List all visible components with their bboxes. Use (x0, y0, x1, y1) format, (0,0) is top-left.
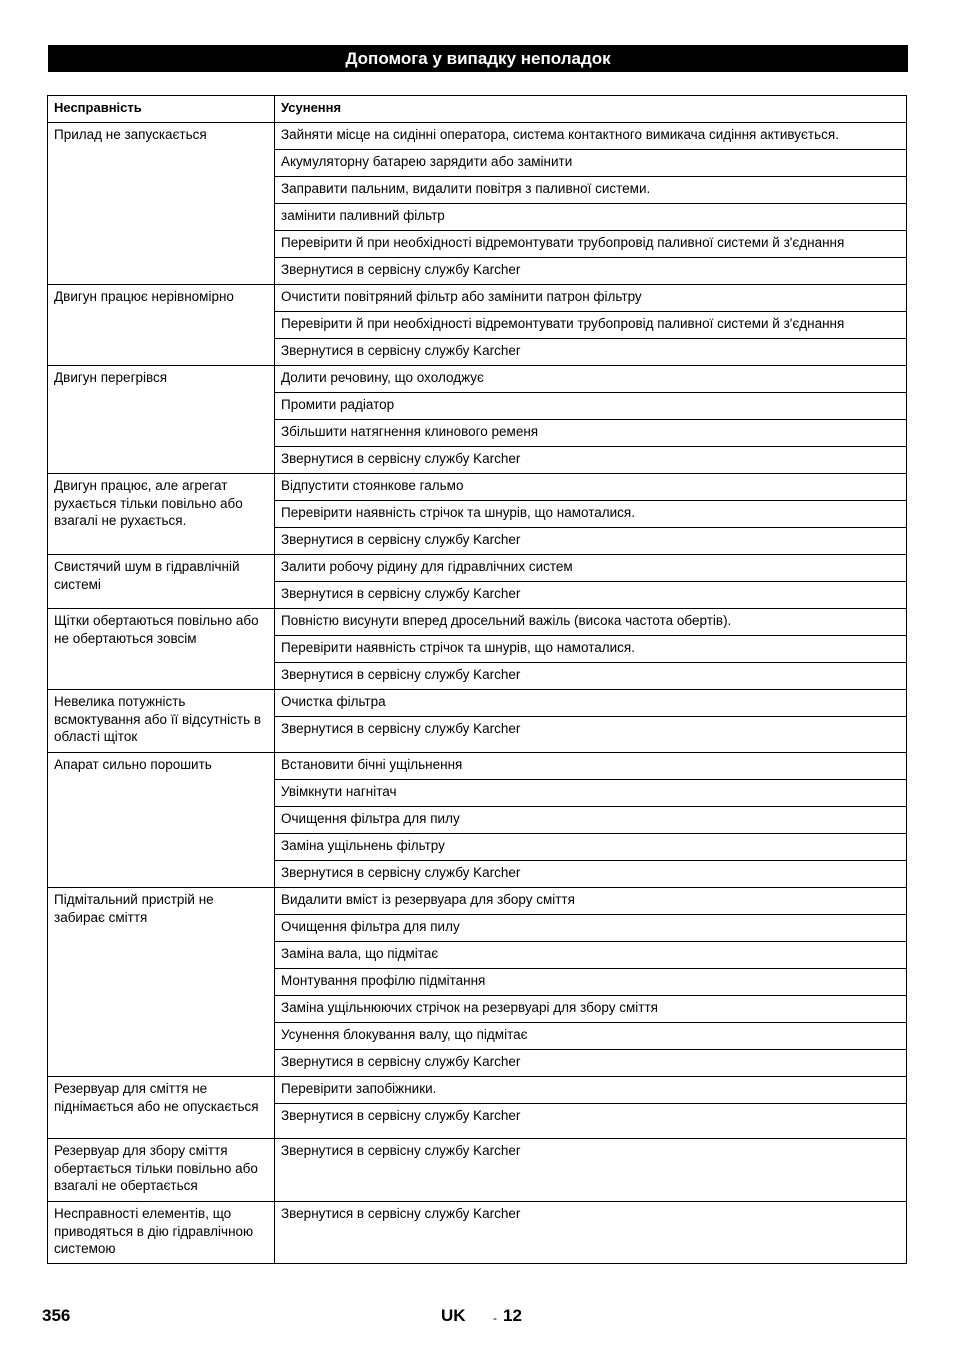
column-header-remedy: Усунення (275, 96, 907, 123)
remedy-cell: Звернутися в сервісну службу Karcher (275, 258, 907, 285)
fault-cell: Свистячий шум в гідравлічній системі (48, 555, 275, 609)
remedy-cell: Збільшити натягнення клинового ременя (275, 420, 907, 447)
table-row (48, 1139, 907, 1202)
remedy-cell: Звернутися в сервісну службу Karcher (275, 447, 907, 474)
remedy-cell: Зайняти місце на сидінні оператора, система контактного вимикача сидіння активується. (275, 123, 907, 150)
remedy-cell: Відпустити стоянкове гальмо (275, 474, 907, 501)
fault-cell: Прилад не запускається (48, 123, 275, 285)
fault-cell: Двигун перегрівся (48, 366, 275, 474)
remedy-cell: Заміна ущільнень фільтру (275, 834, 907, 861)
remedy-cell: Встановити бічні ущільнення (275, 753, 907, 780)
remedy-cell: Залити робочу рідину для гідравлічних систем (275, 555, 907, 582)
table-row (48, 285, 907, 312)
page-title: Допомога у випадку неполадок (48, 45, 908, 72)
fault-cell: Несправності елементів, що приводяться в дію гідравлічною системою (48, 1202, 275, 1264)
remedy-cell: Звернутися в сервісну службу Karcher (275, 1139, 907, 1202)
table-row (48, 888, 907, 915)
remedy-cell: Очистити повітряний фільтр або замінити патрон фільтру (275, 285, 907, 312)
fault-cell: Резервуар для збору сміття обертається тільки повільно або взагалі не обертається (48, 1139, 275, 1202)
fault-cell: Невелика потужність всмоктування або її відсутність в області щіток (48, 690, 275, 753)
remedy-cell: Повністю висунути вперед дросельний важіль (висока частота обертів). (275, 609, 907, 636)
table-row (48, 690, 907, 717)
table-row (48, 555, 907, 582)
remedy-cell: Звернутися в сервісну службу Karcher (275, 528, 907, 555)
fault-cell: Щітки обертаються повільно або не обертаються зовсім (48, 609, 275, 690)
remedy-cell: Перевірити наявність стрічок та шнурів, що намоталися. (275, 501, 907, 528)
remedy-cell: Очищення фільтра для пилу (275, 915, 907, 942)
remedy-cell: Усунення блокування валу, що підмітає (275, 1023, 907, 1050)
fault-cell: Двигун працює, але агрегат рухається тільки повільно або взагалі не рухається. (48, 474, 275, 555)
remedy-cell: Очистка фільтра (275, 690, 907, 717)
remedy-cell: Монтування профілю підмітання (275, 969, 907, 996)
language-code: UK (441, 1306, 466, 1325)
remedy-cell: Звернутися в сервісну службу Karcher (275, 1104, 907, 1139)
table-body (48, 123, 907, 1264)
remedy-cell: Промити радіатор (275, 393, 907, 420)
remedy-cell: Перевірити й при необхідності відремонтувати трубопровід паливної системи й з'єднання (275, 312, 907, 339)
table-header-row (48, 96, 907, 123)
remedy-cell: Звернутися в сервісну службу Karcher (275, 717, 907, 753)
page-number: 356 (42, 1306, 71, 1325)
remedy-cell: Очищення фільтра для пилу (275, 807, 907, 834)
remedy-cell: Звернутися в сервісну службу Karcher (275, 663, 907, 690)
remedy-cell: Заміна вала, що підмітає (275, 942, 907, 969)
table-row (48, 123, 907, 150)
remedy-cell: Звернутися в сервісну службу Karcher (275, 582, 907, 609)
table-row (48, 753, 907, 780)
fault-cell: Резервуар для сміття не піднімається або не опускається (48, 1077, 275, 1139)
remedy-cell: Звернутися в сервісну службу Karcher (275, 861, 907, 888)
remedy-cell: Видалити вміст із резервуара для збору сміття (275, 888, 907, 915)
remedy-cell: Звернутися в сервісну службу Karcher (275, 1050, 907, 1077)
table-row (48, 1077, 907, 1104)
fault-cell: Підмітальний пристрій не забирає сміття (48, 888, 275, 1077)
fault-cell: Апарат сильно порошить (48, 753, 275, 888)
troubleshooting-table (47, 95, 907, 1264)
remedy-cell: Звернутися в сервісну службу Karcher (275, 1202, 907, 1264)
fault-cell: Двигун працює нерівномірно (48, 285, 275, 366)
remedy-cell: Заправити пальним, видалити повітря з паливної системи. (275, 177, 907, 204)
remedy-cell: Увімкнути нагнітач (275, 780, 907, 807)
footer-dash: - (493, 1311, 497, 1325)
table-row (48, 474, 907, 501)
remedy-cell: Заміна ущільнюючих стрічок на резервуарі для збору сміття (275, 996, 907, 1023)
column-header-fault: Несправність (48, 96, 275, 123)
remedy-cell: замінити паливний фільтр (275, 204, 907, 231)
remedy-cell: Звернутися в сервісну службу Karcher (275, 339, 907, 366)
table-row (48, 609, 907, 636)
section-page-number: 12 (503, 1306, 522, 1325)
remedy-cell: Перевірити запобіжники. (275, 1077, 907, 1104)
remedy-cell: Акумуляторну батарею зарядити або замінити (275, 150, 907, 177)
table-row (48, 1202, 907, 1264)
remedy-cell: Перевірити наявність стрічок та шнурів, що намоталися. (275, 636, 907, 663)
table-row (48, 366, 907, 393)
remedy-cell: Долити речовину, що охолоджує (275, 366, 907, 393)
remedy-cell: Перевірити й при необхідності відремонтувати трубопровід паливної системи й з'єднання (275, 231, 907, 258)
